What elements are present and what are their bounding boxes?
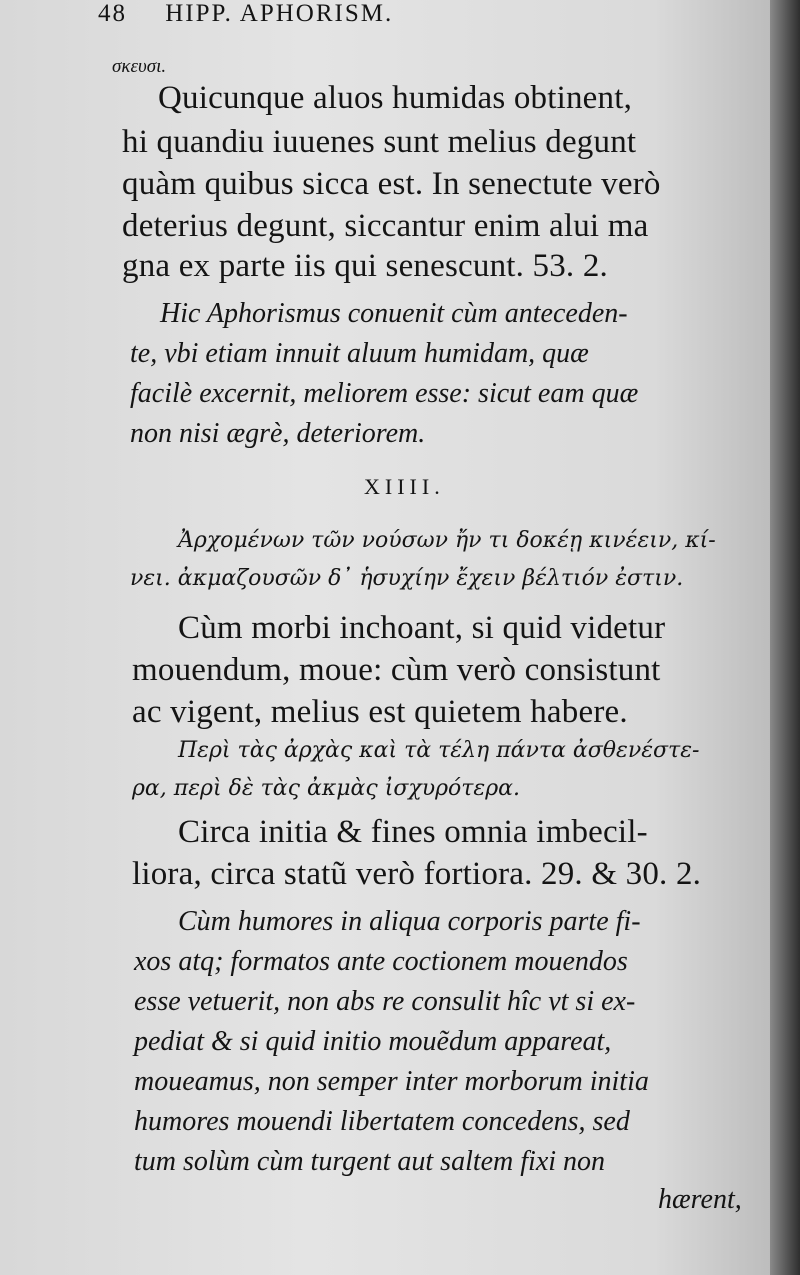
aphorism-line: ac vigent, melius est quietem habere. [132,694,628,730]
greek-line: Περὶ τὰς ἀρχὰς καὶ τὰ τέλη πάντα ἀσθενέστε- [178,738,700,763]
greek-line: νει. ἀκμαζουσῶν δ᾽ ἡσυχίην ἔχειν βέλτιόν ἐστιν. [130,566,684,591]
commentary-line: pediat & si quid initio mouẽdum appareat, [134,1026,612,1057]
aphorism-line: Quicunque aluos humidas obtinent, [158,80,633,116]
aphorism-line: deterius degunt, siccantur enim alui ma [122,208,649,244]
running-header [98,0,393,28]
aphorism-line: liora, circa statũ verò fortiora. 29. & 30. 2. [132,856,702,892]
aphorism-line: gna ex parte iis qui senescunt. 53. 2. [122,248,608,284]
greek-line: Ἀρχομένων τῶν νούσων ἤν τι δοκέῃ κινέειν, κί- [178,528,716,553]
commentary-line: facilè excernit, meliorem esse: sicut eam quæ [130,378,639,409]
page-binding-edge [770,0,800,1275]
catchword-bottom: hærent, [658,1184,742,1215]
aphorism-line: Circa initia & fines omnia imbecil- [178,814,648,850]
aphorism-line: Cùm morbi inchoant, si quid videtur [178,610,666,646]
section-number: XIIII. [364,474,445,499]
commentary-line: humores mouendi libertatem concedens, sed [134,1106,630,1137]
commentary-line: Hic Aphorismus conuenit cùm anteceden- [160,298,628,329]
aphorism-line: mouendum, moue: cùm verò consistunt [132,652,661,688]
running-title: HIPP. APHORISM. [165,0,394,27]
commentary-line: te, vbi etiam innuit aluum humidam, quæ [130,338,589,369]
commentary-line: moueamus, non semper inter morborum initia [134,1066,649,1097]
catchword-top: σκευσι. [112,56,167,77]
commentary-line: esse vetuerit, non abs re consulit hîc vt si ex- [134,986,636,1017]
page-number: 48 [98,0,127,27]
commentary-line: non nisi ægrè, deteriorem. [130,418,426,449]
commentary-line: Cùm humores in aliqua corporis parte fi- [178,906,641,937]
aphorism-line: quàm quibus sicca est. In senectute verò [122,166,661,202]
commentary-line: xos atq; formatos ante coctionem mouendos [134,946,628,977]
aphorism-line: hi quandiu iuuenes sunt melius degunt [122,124,637,160]
commentary-line: tum solùm cùm turgent aut saltem fixi non [134,1146,606,1177]
greek-line: ρα, περὶ δὲ τὰς ἀκμὰς ἰσχυρότερα. [132,776,521,801]
